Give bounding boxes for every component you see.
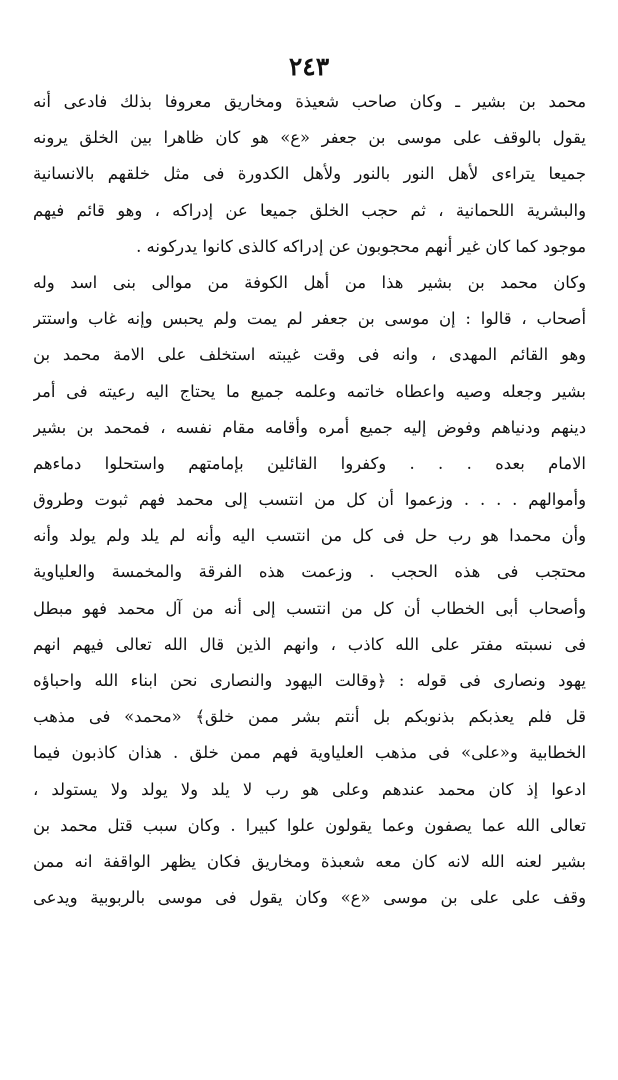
- text-line: يهود ونصارى فى قوله : ﴿وقالت اليهود والنصارى نحن ابناء الله واحباؤه: [33, 671, 586, 690]
- text-line: جميعا يتراءى لأهل النور بالنور ولأهل الكدورة فى مثل خلقهم بالانسانية: [33, 164, 586, 184]
- text-line: وكان محمد بن بشير هذا من أهل الكوفة من موالى بنى اسد وله: [33, 272, 586, 292]
- text-line: محمد بن بشير ـ وكان صاحب شعيذة ومخاريق معروفا بذلك فادعى أنه: [33, 92, 586, 111]
- text-line: الامام بعده . . . وكفروا القائلين بإمامتهم واستحلوا دماءهم: [33, 453, 586, 473]
- text-line: دينهم ودنياهم وفوض إليه جميع أمره وأقامه مقام نفسه ، فمحمد بن بشير: [33, 417, 586, 437]
- text-line: والبشرية اللحمانية ، ثم حجب الخلق جميعا عن إدراكه ، وهو قائم فيهم: [33, 200, 586, 220]
- text-line: وأن محمدا هو رب حل فى كل من انتسب اليه وأنه لم يلد ولم يولد وأنه: [33, 526, 586, 546]
- text-line: ادعوا إذ كان محمد عندهم وعلى هو رب لا يلد ولا يولد ولا يستولد ،: [33, 779, 586, 799]
- text-line: الخطابية و«على» فى مذهب العلياوية فهم ممن خلق . هذان كاذبون فيما: [33, 743, 586, 763]
- text-line: وأموالهم . . . . وزعموا أن كل من انتسب إلى محمد فهم ثبوت وطروق: [33, 490, 586, 510]
- text-line: وقف على على بن موسى «ع» وكان يقول فى موسى بالربوبية ويدعى: [33, 888, 586, 908]
- text-line: فى نسبته مفتر على الله كاذب ، وانهم الذين قال الله تعالى فيهم انهم: [33, 634, 586, 654]
- text-line: أصحاب ، قالوا : إن موسى بن جعفر لم يمت ولم يحبس وإنه غاب واستتر: [33, 309, 586, 329]
- text-line: موجود كما كان غير أنهم محجوبون عن إدراكه كالذى كانوا يدركونه .: [136, 236, 586, 256]
- text-line: وأصحاب أبى الخطاب أن كل من انتسب إلى أنه من آل محمد فهو مبطل: [33, 598, 586, 618]
- text-line: وهو القائم المهدى ، وانه فى وقت غيبته استخلف على الامة محمد بن: [33, 345, 586, 365]
- text-line: بشير لعنه الله لانه كان معه شعبذة ومخاريق فكان يظهر الواقفة انه ممن: [33, 851, 586, 871]
- text-line: محتجب فى هذه الحجب . وزعمت هذه الفرقة والمخمسة والعلياوية: [33, 562, 586, 582]
- page-number: ٢٤٣: [288, 52, 330, 81]
- text-line: بشير وجعله وصيه واعطاه خاتمه وعلمه جميع ما يحتاج اليه رعيته فى أمر: [33, 381, 586, 401]
- body-text: [33, 84, 586, 916]
- text-line: قل فلم يعذبكم بذنوبكم بل أنتم بشر ممن خلق﴾ «محمد» فى مذهب: [33, 707, 586, 727]
- text-line: يقول بالوقف على موسى بن جعفر «ع» هو كان ظاهرا بين الخلق يرونه: [33, 128, 586, 148]
- text-line: تعالى الله عما يصفون وعما يقولون علوا كبيرا . وكان سبب قتل محمد بن: [33, 815, 586, 835]
